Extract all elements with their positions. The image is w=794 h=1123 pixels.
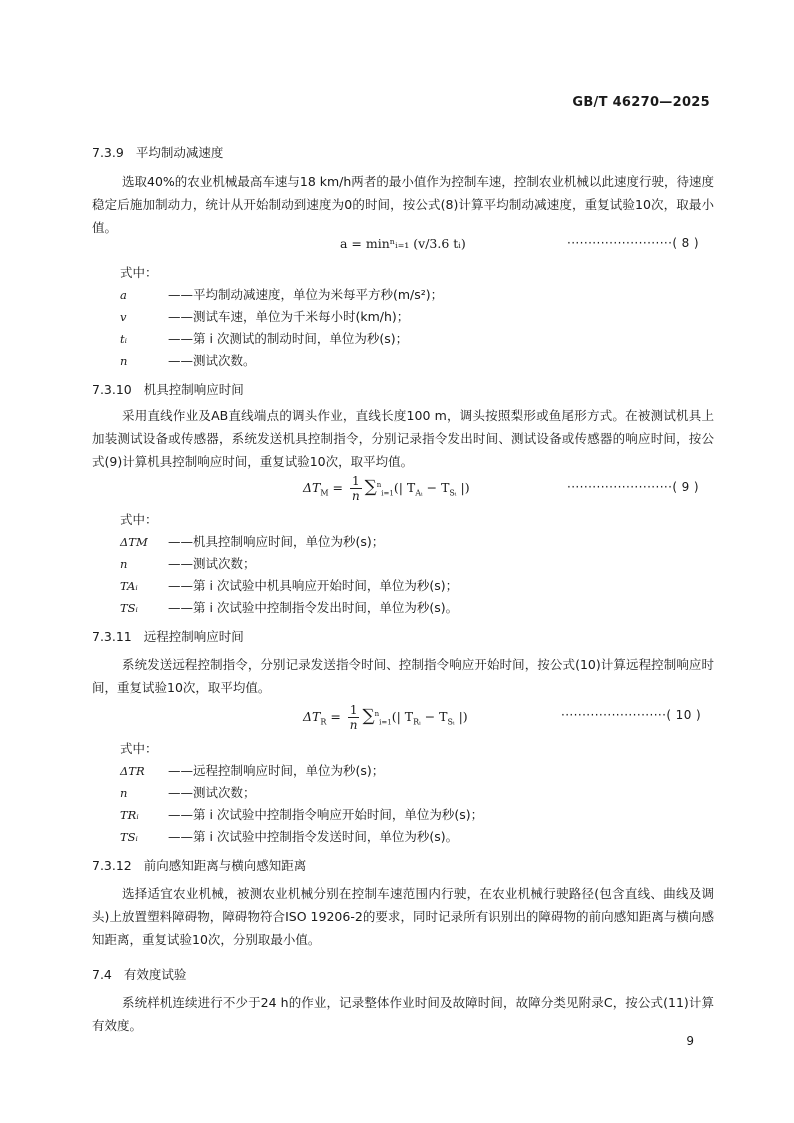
definition-text: ——第 i 次试验中控制指令发送时间，单位为秒(s)。 — [168, 829, 459, 844]
definition-symbol: TRᵢ — [120, 808, 139, 822]
definition-row — [120, 827, 458, 845]
definition-text: ——第 i 次试验中控制指令响应开始时间，单位为秒(s)； — [168, 807, 484, 822]
definition-row — [120, 598, 458, 616]
formula-lhs-sub: R — [320, 717, 327, 727]
definition-symbol: TSᵢ — [120, 830, 138, 844]
formula-8: a = minⁿᵢ₌₁ (v/3.6 tᵢ) — [340, 236, 466, 251]
section-heading-7-3-12 — [92, 856, 306, 874]
definition-symbol: tᵢ — [120, 332, 127, 346]
formula-close: |) — [456, 480, 470, 495]
section-heading-7-3-11 — [92, 627, 244, 645]
definition-row — [120, 285, 443, 303]
definition-symbol: n — [120, 354, 128, 368]
section-heading-7-3-9 — [92, 143, 223, 161]
section-title: 机具控制响应时间 — [143, 382, 244, 397]
where-label: 式中： — [120, 741, 158, 756]
formula-lhs-sub: M — [320, 488, 329, 498]
definition-symbol: TSᵢ — [120, 601, 138, 615]
paragraph-7-3-10: 采用直线作业及AB直线端点的调头作业，直线长度100 m，调头按照梨形或鱼尾形方式。在被测试机具上加装测试设备或传感器，系统发送机具控制指令，分别记录指令发出时间、测试设备或传感器的响应时间，按公式(9)计算机具控制响应时间，重复试验10次，取平均值。 — [92, 408, 714, 469]
formula-sub: Rᵢ — [413, 717, 421, 727]
section-number: 7.3.10 — [92, 382, 132, 397]
fraction-denominator: n — [351, 489, 360, 503]
formula-10: $\Delta T_R$ = $\frac{1}{n}$ ∑$^n_{i=1}$(| $T_{Rᵢ} - T_{Sᵢ}$ |) — [303, 703, 468, 732]
section-number: 7.3.9 — [92, 145, 124, 160]
definition-row — [120, 307, 409, 325]
section-number: 7.4 — [92, 967, 112, 982]
formula-10-leader: ·························( 10 ) — [561, 708, 702, 722]
definition-text: ——第 i 次试验中机具响应开始时间，单位为秒(s)； — [168, 578, 459, 593]
fraction-denominator: n — [349, 718, 358, 732]
definition-text: ——平均制动减速度，单位为米每平方秒(m/s²)； — [168, 287, 444, 302]
formula-8-leader: ·························( 8 ) — [567, 236, 700, 250]
definition-row — [120, 783, 256, 801]
formula-9: $\Delta T_M$ = $\frac{1}{n}$ ∑$^n_{i=1}$(| $T_{Aᵢ} - T_{Sᵢ}$ |) — [303, 474, 470, 503]
fraction — [348, 703, 360, 732]
paragraph-7-3-11: 系统发送远程控制指令，分别记录发送指令时间、控制指令响应开始时间，按公式(10)计算远程控制响应时间，重复试验10次，取平均值。 — [92, 657, 714, 695]
definition-row — [120, 576, 458, 594]
definition-text: ——第 i 次试验中控制指令发出时间，单位为秒(s)。 — [168, 600, 459, 615]
section-title: 平均制动减速度 — [135, 145, 224, 160]
formula-sub: Sᵢ — [449, 488, 457, 498]
definition-row — [120, 805, 483, 823]
formula-sub: Sᵢ — [447, 717, 455, 727]
standard-number: GB/T 46270—2025 — [572, 95, 710, 110]
page-number: 9 — [686, 1034, 694, 1048]
section-title: 前向感知距离与横向感知距离 — [143, 858, 307, 873]
formula-close: |) — [454, 709, 468, 724]
formula-body: (| T — [393, 480, 416, 495]
where-label: 式中： — [120, 265, 158, 280]
formula-8-number: ( 8 ) — [672, 236, 700, 250]
definition-symbol: ΔTR — [120, 764, 145, 778]
formula-lhs: ΔT — [303, 709, 321, 724]
definition-symbol: n — [120, 557, 128, 571]
formula-9-leader: ·························( 9 ) — [567, 480, 700, 494]
definition-symbol: v — [120, 310, 127, 324]
formula-body: (| T — [391, 709, 414, 724]
definition-text: ——机具控制响应时间，单位为秒(s)； — [168, 534, 385, 549]
definition-row — [120, 554, 256, 572]
formula-9-number: ( 9 ) — [672, 480, 700, 494]
definition-symbol: ΔTM — [120, 535, 148, 549]
formula-minus: − T — [422, 480, 450, 495]
section-number: 7.3.11 — [92, 629, 132, 644]
section-heading-7-3-10 — [92, 380, 244, 398]
section-number: 7.3.12 — [92, 858, 132, 873]
definition-row — [120, 532, 384, 550]
definition-row — [120, 329, 408, 347]
section-title: 有效度试验 — [123, 967, 187, 982]
definition-text: ——测试次数； — [168, 556, 256, 571]
definition-row — [120, 351, 256, 369]
definition-text: ——第 i 次测试的制动时间，单位为秒(s)； — [168, 331, 409, 346]
formula-minus: − T — [420, 709, 448, 724]
definition-text: ——测试次数； — [168, 785, 256, 800]
formula-10-number: ( 10 ) — [666, 708, 702, 722]
paragraph-7-3-12: 选择适宜农业机械，被测农业机械分别在控制车速范围内行驶，在农业机械行驶路径(包含直线、曲线及调头)上放置塑料障碍物，障碍物符合ISO 19206-2的要求，同时记录所有识别出的障碍物的前向感知距离与横向感知距离，重复试验10次，分别取最小值。 — [92, 886, 714, 947]
definition-symbol: TAᵢ — [120, 579, 138, 593]
fraction-numerator: 1 — [349, 703, 358, 717]
paragraph-7-4: 系统样机连续进行不少于24 h的作业，记录整体作业时间及故障时间，故障分类见附录C，按公式(11)计算有效度。 — [92, 995, 714, 1033]
definition-row — [120, 761, 384, 779]
definition-text: ——测试车速，单位为千米每小时(km/h)； — [168, 309, 410, 324]
definition-text: ——远程控制响应时间，单位为秒(s)； — [168, 763, 385, 778]
formula-sub: Aᵢ — [415, 488, 423, 498]
definition-text: ——测试次数。 — [168, 353, 256, 368]
fraction-numerator: 1 — [352, 474, 360, 488]
fraction — [350, 474, 362, 503]
definition-symbol: n — [120, 786, 128, 800]
where-label: 式中： — [120, 512, 158, 527]
section-heading-7-4 — [92, 965, 186, 983]
formula-lhs: ΔT — [303, 480, 321, 495]
section-title: 远程控制响应时间 — [143, 629, 244, 644]
paragraph-7-3-9: 选取40%的农业机械最高车速与18 km/h两者的最小值作为控制车速，控制农业机械以此速度行驶，待速度稳定后施加制动力，统计从开始制动到速度为0的时间，按公式(8)计算平均制动减速度，重复试验10次，取最小值。 — [92, 174, 714, 235]
definition-symbol: a — [120, 288, 127, 302]
